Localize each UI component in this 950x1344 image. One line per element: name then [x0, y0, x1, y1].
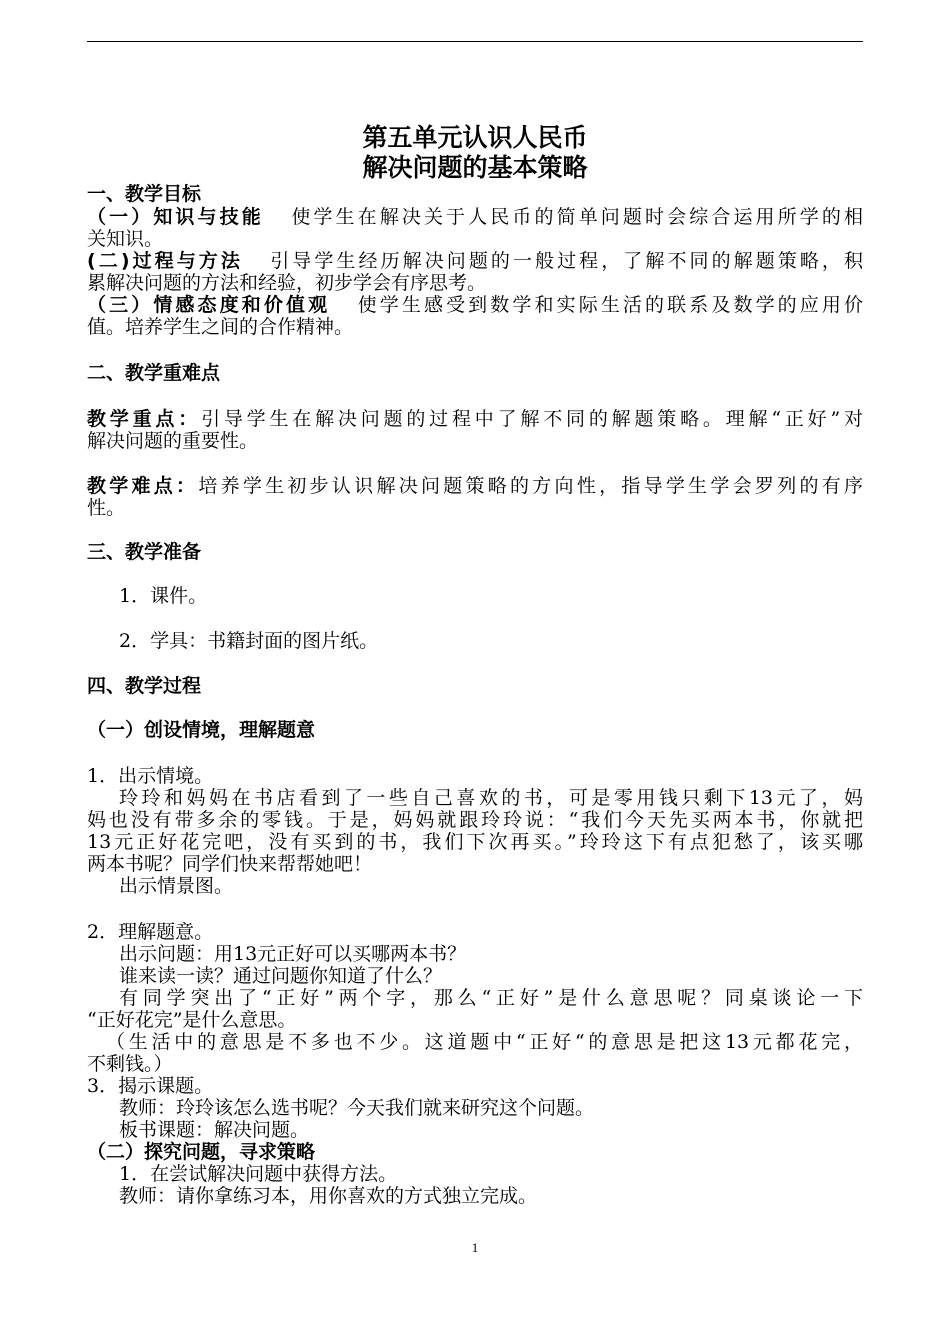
goal-knowledge-cont: 关知识。 — [87, 228, 164, 250]
explore-step-1: 1．在尝试解决问题中获得方法。 — [119, 1163, 398, 1185]
section-heading-process: 四、教学过程 — [87, 675, 202, 697]
situation-line-4: 两本书呢？同学们快来帮帮她吧！ — [87, 853, 373, 875]
page-number: 1 — [471, 1240, 479, 1255]
question-line: 出示问题：用13元正好可以买哪两本书？ — [119, 943, 467, 965]
key-point: 教学重点：引导学生在解决问题的过程中了解不同的解题策略。理解“正好”对 — [87, 408, 863, 430]
explanation-line-1: （生活中的意思是不多也不少。这道题中“正好“的意思是把这13元都花完， — [106, 1031, 863, 1053]
read-line: 谁来读一读？通过问题你知道了什么？ — [119, 965, 443, 987]
document-title: 第五单元认识人民币 — [362, 123, 588, 152]
subsection-heading-situation: （一）创设情境，理解题意 — [87, 719, 316, 741]
goal-attitude-cont: 值。培养学生之间的合作精神。 — [87, 316, 354, 338]
goal-attitude: （三）情感态度和价值观 使学生感受到数学和实际生活的联系及数学的应用价 — [87, 294, 863, 316]
prep-item-2: 2．学具：书籍封面的图片纸。 — [119, 630, 379, 652]
section-heading-goals: 一、教学目标 — [87, 183, 202, 205]
discussion-line-1: 有同学突出了“正好”两个字，那么“正好”是什么意思呢？同桌谈论一下 — [119, 987, 863, 1009]
goal-process: (二)过程与方法 引导学生经历解决问题的一般过程，了解不同的解题策略，积 — [87, 250, 863, 272]
step-1-title: 1．出示情境。 — [87, 765, 214, 787]
section-heading-prep: 三、教学准备 — [87, 541, 202, 563]
difficult-point-cont: 性。 — [87, 497, 126, 519]
explore-teacher-line: 教师：请你拿练习本，用你喜欢的方式独立完成。 — [119, 1185, 538, 1207]
section-heading-keypoints: 二、教学重难点 — [87, 362, 221, 384]
situation-line-3: 13元正好花完吧，没有买到的书，我们下次再买。”玲玲这下有点犯愁了，该买哪 — [87, 831, 863, 853]
goal-process-cont: 累解决问题的方法和经验，初步学会有序思考。 — [87, 272, 487, 294]
explanation-line-2: 不剩钱。） — [87, 1053, 173, 1075]
discussion-line-2: “正好花完”是什么意思。 — [87, 1009, 297, 1031]
key-point-cont: 解决问题的重要性。 — [87, 430, 259, 452]
teacher-line: 教师：玲玲该怎么选书呢？今天我们就来研究这个问题。 — [119, 1097, 595, 1119]
prep-item-1: 1．课件。 — [119, 585, 208, 607]
difficult-point: 教学难点：培养学生初步认识解决问题策略的方向性，指导学生学会罗列的有序 — [87, 475, 863, 497]
document-subtitle: 解决问题的基本策略 — [362, 153, 588, 182]
situation-image-note: 出示情景图。 — [119, 875, 234, 897]
step-2-title: 2．理解题意。 — [87, 921, 214, 943]
header-rule — [87, 41, 863, 42]
situation-line-2: 妈也没有带多余的零钱。于是，妈妈就跟玲玲说：“我们今天先买两本书，你就把 — [87, 809, 863, 831]
goal-knowledge: （一）知识与技能 使学生在解决关于人民币的简单问题时会综合运用所学的相 — [87, 206, 863, 228]
situation-line-1: 玲玲和妈妈在书店看到了一些自己喜欢的书，可是零用钱只剩下13元了，妈 — [119, 787, 863, 809]
step-3-title: 3．揭示课题。 — [87, 1075, 214, 1097]
subsection-heading-explore: （二）探究问题，寻求策略 — [87, 1141, 316, 1163]
board-title-line: 板书课题：解决问题。 — [119, 1119, 310, 1141]
